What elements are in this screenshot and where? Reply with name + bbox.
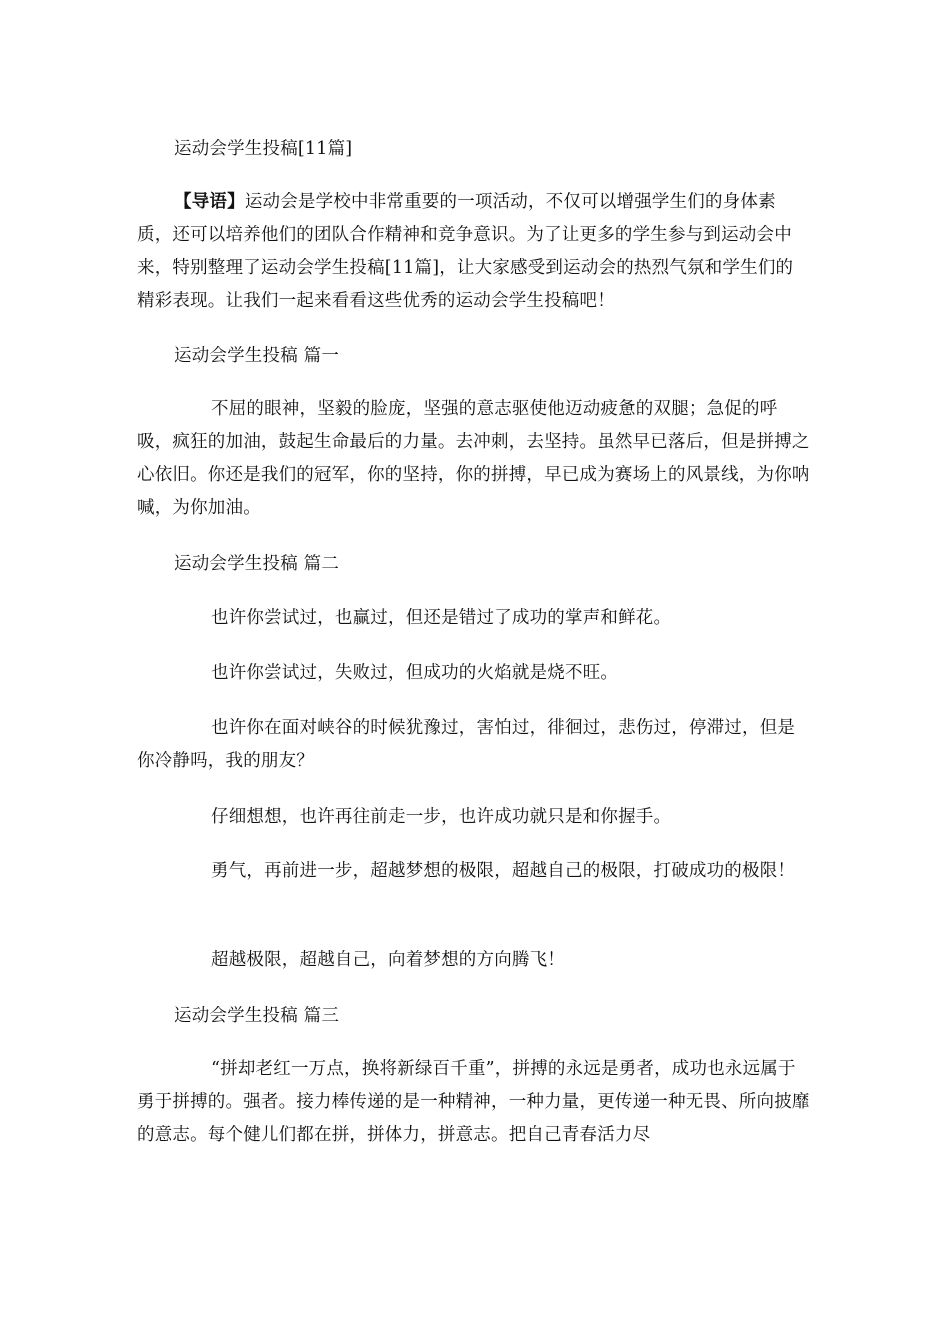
section-paragraph: 也许你尝试过，失败过，但成功的火焰就是烧不旺。 xyxy=(211,663,619,683)
section-paragraph: 也许你尝试过，也赢过，但还是错过了成功的掌声和鲜花。 xyxy=(211,608,672,628)
section-paragraph: 不屈的眼神，坚毅的脸庞，坚强的意志驱使他迈动疲惫的双腿；急促的呼吸，疯狂的加油，鼓起生命最后的力量。去冲刺，去坚持。虽然早已落后，但是拼搏之心依旧。你还是我们的冠军，你的坚持，你的拼搏，早已成为赛场上的风景线，为你呐喊，为你加油。 xyxy=(137,399,810,518)
intro-paragraph xyxy=(137,186,810,318)
intro-text: 运动会是学校中非常重要的一项活动，不仅可以增强学生们的身体素质，还可以培养他们的团队合作精神和竞争意识。为了让更多的学生参与到运动会中来，特别整理了运动会学生投稿[11篇]，让大家感受到运动会的热烈气氛和学生们的精彩表现。让我们一起来看看这些优秀的运动会学生投稿吧！ xyxy=(137,192,794,311)
section-paragraph: 也许你在面对峡谷的时候犹豫过，害怕过，徘徊过，悲伤过，停滞过，但是你冷静吗，我的朋友？ xyxy=(137,718,796,771)
section-paragraph: 勇气，再前进一步，超越梦想的极限，超越自己的极限，打破成功的极限！ xyxy=(211,861,796,881)
section-paragraph: 超越极限，超越自己，向着梦想的方向腾飞！ xyxy=(211,950,565,970)
section-heading: 运动会学生投稿 篇三 xyxy=(174,1006,340,1026)
section-paragraph: 仔细想想，也许再往前走一步，也许成功就只是和你握手。 xyxy=(211,807,672,827)
intro-tag: 【导语】 xyxy=(174,192,245,212)
section-heading: 运动会学生投稿 篇二 xyxy=(174,554,340,574)
document-title: 运动会学生投稿[11篇] xyxy=(174,139,353,159)
section-paragraph: “拼却老红一万点，换将新绿百千重”，拼搏的永远是勇者，成功也永远属于勇于拼搏的。强者。接力棒传递的是一种精神，一种力量，更传递一种无畏、所向披靡的意志。每个健儿们都在拼，拼体力，拼意志。把自己青春活力尽 xyxy=(137,1059,810,1145)
section-heading: 运动会学生投稿 篇一 xyxy=(174,346,340,366)
